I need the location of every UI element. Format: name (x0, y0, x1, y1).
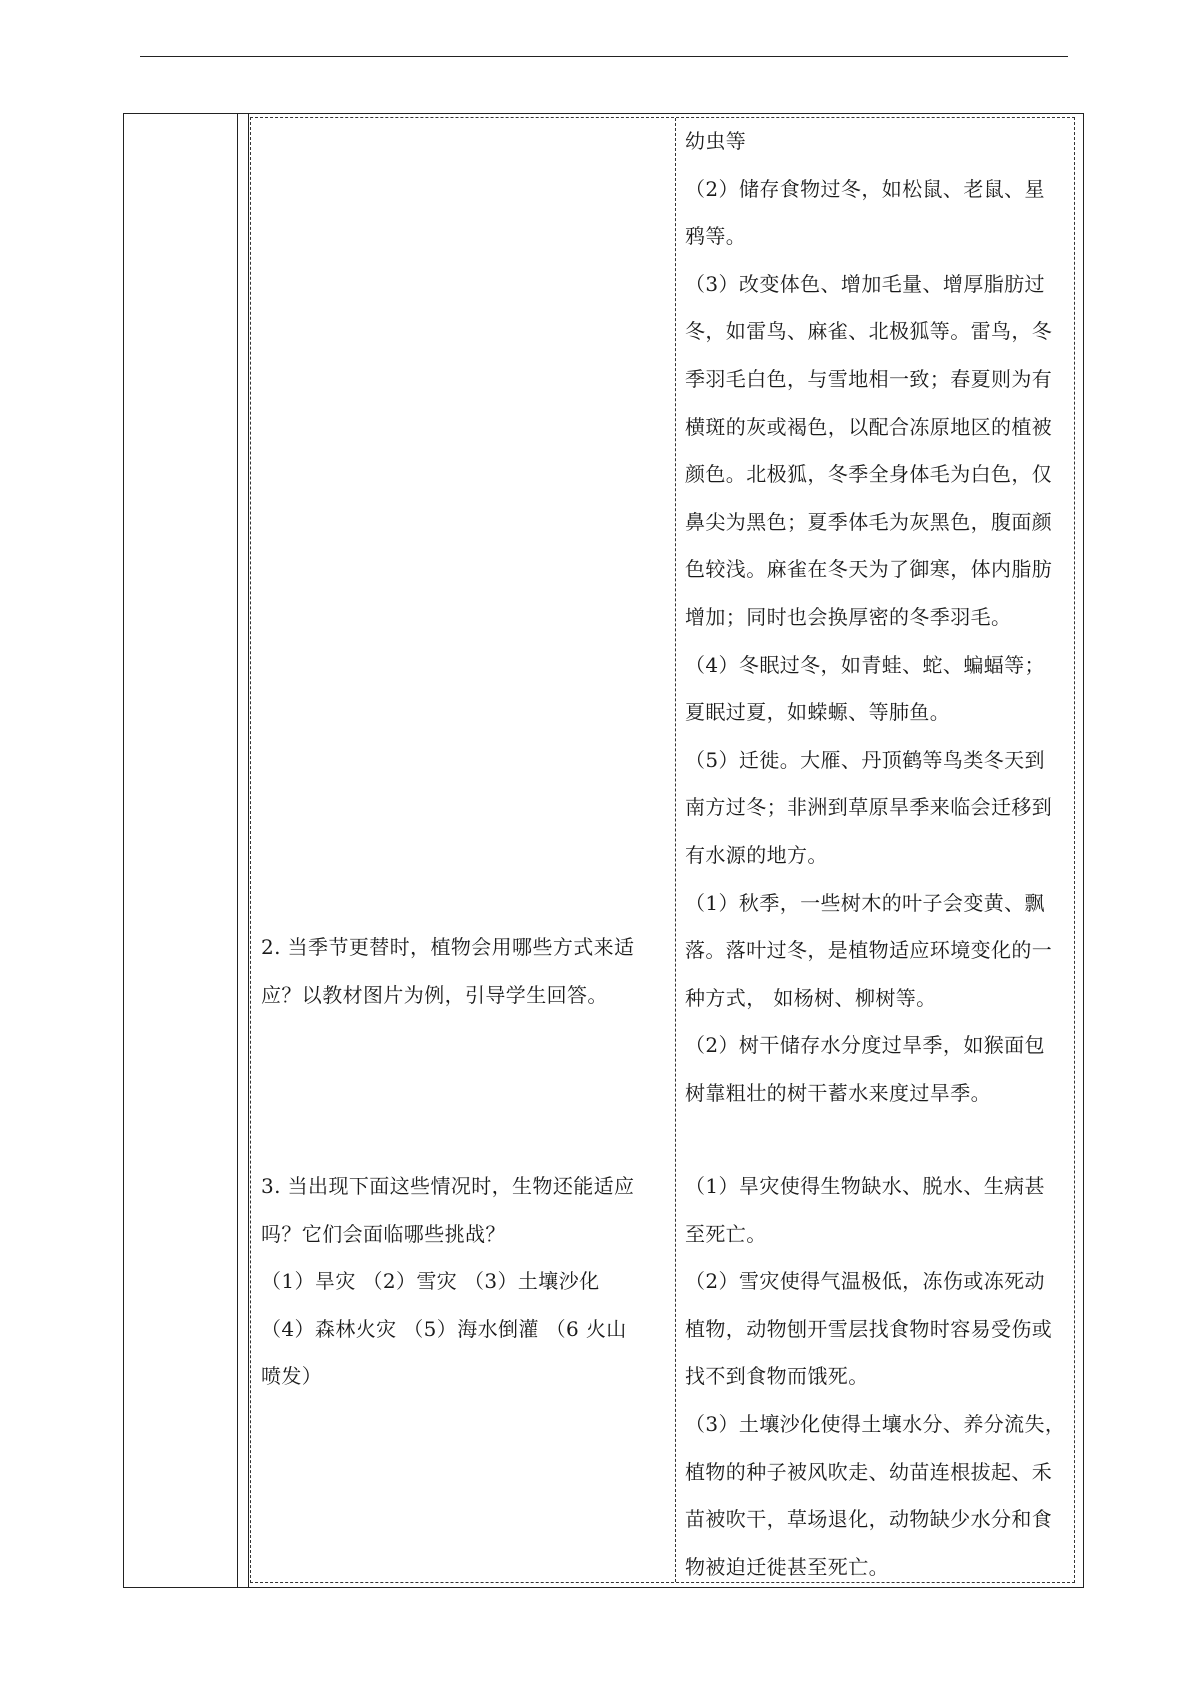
question-3-line: 喷发） (261, 1364, 323, 1389)
lesson-table (123, 113, 1084, 1588)
answer-line: 鸦等。 (685, 224, 747, 249)
question-3-line: 3. 当出现下面这些情况时，生物还能适应 (261, 1174, 635, 1198)
answer-line: 找不到食物而饿死。 (685, 1364, 869, 1389)
answer-line: 落。落叶过冬，是植物适应环境变化的一 (685, 938, 1053, 963)
activity-column-divider (675, 118, 676, 1582)
column-divider-2 (248, 114, 249, 1587)
answer-line: 植物的种子被风吹走、幼苗连根拔起、禾 (685, 1459, 1053, 1484)
question-3-cell (261, 1163, 669, 1401)
answer-line: 横斑的灰或褐色，以配合冻原地区的植被 (685, 414, 1053, 439)
answer-line: （4）冬眠过冬，如青蛙、蛇、蝙蝠等； (685, 652, 1045, 677)
answer-line: （5）迁徙。大雁、丹顶鹤等鸟类冬天到 (685, 747, 1045, 772)
answer-line: 有水源的地方。 (685, 842, 828, 867)
answer-line: 增加；同时也会换厚密的冬季羽毛。 (685, 604, 1012, 629)
answer-line: 树靠粗壮的树干蓄水来度过旱季。 (685, 1080, 991, 1105)
answer-line: （3）土壤沙化使得土壤水分、养分流失， (685, 1411, 1066, 1436)
answer-line: （2）雪灾使得气温极低，冻伤或冻死动 (685, 1269, 1045, 1294)
answer-line: （1）秋季，一些树木的叶子会变黄、飘 (685, 890, 1045, 915)
answer-block-1 (685, 118, 1067, 1117)
answer-line: 色较浅。麻雀在冬天为了御寒，体内脂肪 (685, 557, 1053, 582)
answer-line: 冬，如雷鸟、麻雀、北极狐等。雷鸟，冬 (685, 319, 1053, 344)
column-divider-1 (237, 114, 238, 1587)
answer-line: 苗被吹干，草场退化，动物缺少水分和食 (685, 1507, 1053, 1532)
answer-line: 植物，动物刨开雪层找食物时容易受伤或 (685, 1316, 1053, 1341)
answer-line: （3）改变体色、增加毛量、增厚脂肪过 (685, 271, 1045, 296)
answer-line: 南方过冬；非洲到草原旱季来临会迁移到 (685, 795, 1053, 820)
question-3-line: （1）旱灾 （2）雪灾 （3）土壤沙化 (261, 1269, 600, 1294)
question-3-line: 吗？它们会面临哪些挑战？ (261, 1221, 506, 1246)
activity-box (250, 117, 1075, 1583)
question-3-line: （4）森林火灾 （5）海水倒灌 （6 火山 (261, 1316, 627, 1341)
answer-line: （2）储存食物过冬，如松鼠、老鼠、星 (685, 176, 1045, 201)
answer-line: 夏眠过夏，如蝾螈、等肺鱼。 (685, 700, 951, 725)
answer-line: 幼虫等 (685, 129, 747, 153)
answer-line: （1）旱灾使得生物缺水、脱水、生病甚 (685, 1174, 1045, 1198)
answer-line: 种方式， 如杨树、柳树等。 (685, 985, 937, 1010)
answer-line: 物被迫迁徙甚至死亡。 (685, 1554, 889, 1579)
answer-line: 季羽毛白色，与雪地相一致；春夏则为有 (685, 366, 1053, 391)
answer-line: （2）树干储存水分度过旱季，如猴面包 (685, 1033, 1045, 1058)
answer-line: 至死亡。 (685, 1221, 767, 1246)
question-2-cell (261, 924, 669, 1019)
answer-line: 颜色。北极狐，冬季全身体毛为白色，仅 (685, 462, 1053, 487)
question-2-line: 应？以教材图片为例，引导学生回答。 (261, 982, 608, 1007)
answer-block-2 (685, 1163, 1067, 1591)
question-2-line: 2. 当季节更替时，植物会用哪些方式来适 (261, 935, 635, 959)
answer-line: 鼻尖为黑色；夏季体毛为灰黑色，腹面颜 (685, 509, 1053, 534)
header-rule (140, 56, 1068, 57)
